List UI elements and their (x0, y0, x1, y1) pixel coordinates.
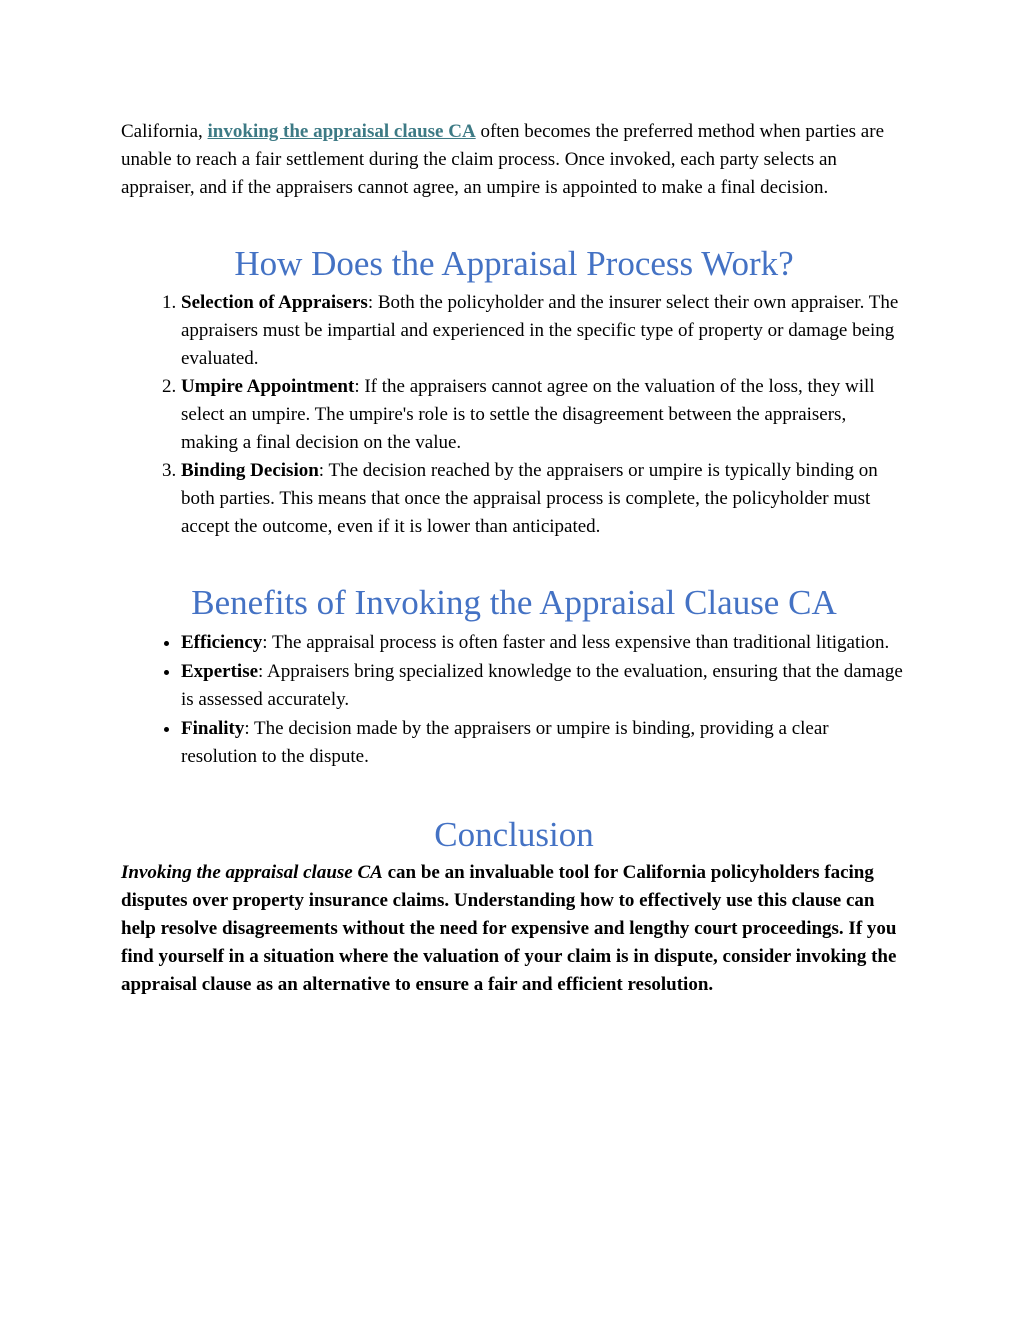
benefits-list (121, 629, 907, 771)
step-text: : Both the policyholder and the insurer select their own appraiser. The appraisers must be impartial and experienced in the specific type of property or damage being evaluated. (181, 292, 899, 369)
process-heading: How Does the Appraisal Process Work? (234, 244, 794, 283)
benefit-text: : The decision made by the appraisers or umpire is binding, providing a clear resolution to the dispute. (181, 718, 829, 767)
step-text: : If the appraisers cannot agree on the valuation of the loss, they will select an umpire. The umpire's role is to settle the disagreement between the appraisers, making a final decision on the value. (181, 376, 875, 453)
conclusion-paragraph (121, 859, 907, 999)
step-text: : The decision reached by the appraisers or umpire is typically binding on both parties. This means that once the appraisal process is complete, the policyholder must accept the outcome, even if it is lower than anticipated. (181, 460, 878, 537)
process-steps-list (121, 289, 907, 541)
conclusion-emphasis: Invoking the appraisal clause CA (121, 862, 383, 883)
step-term: Selection of Appraisers (181, 292, 368, 313)
benefits-heading: Benefits of Invoking the Appraisal Clause CA (191, 583, 837, 622)
benefit-text: : The appraisal process is often faster and less expensive than traditional litigation. (262, 632, 890, 653)
benefit-term: Finality (181, 718, 245, 739)
document-page (121, 118, 907, 999)
conclusion-text: can be an invaluable tool for California policyholders facing disputes over property insurance claims. Understanding how to effectively use this clause can help resolve disagreements without the need for expensive and lengthy court proceedings. If you find yourself in a situation where the valuation of your claim is in dispute, consider invoking the appraisal clause as an alternative to ensure a fair and efficient resolution. (121, 862, 897, 995)
appraisal-clause-link[interactable]: invoking the appraisal clause CA (207, 121, 476, 142)
benefit-term: Efficiency (181, 632, 263, 653)
step-term: Umpire Appointment (181, 376, 355, 397)
intro-paragraph (121, 118, 907, 202)
list-item (181, 457, 907, 541)
intro-prefix: California, (121, 121, 208, 142)
list-item (181, 715, 907, 771)
list-item (181, 373, 907, 457)
list-item (181, 658, 907, 714)
step-term: Binding Decision (181, 460, 319, 481)
benefit-term: Expertise (181, 661, 259, 682)
conclusion-heading: Conclusion (434, 815, 594, 854)
list-item (181, 629, 907, 657)
intro-suffix: often becomes the preferred method when parties are unable to reach a fair settlement during the claim process. Once invoked, each party selects an appraiser, and if the appraisers cannot agree, an umpire is appointed to make a final decision. (121, 121, 885, 198)
benefit-text: : Appraisers bring specialized knowledge to the evaluation, ensuring that the damage is assessed accurately. (181, 661, 903, 710)
list-item (181, 289, 907, 373)
